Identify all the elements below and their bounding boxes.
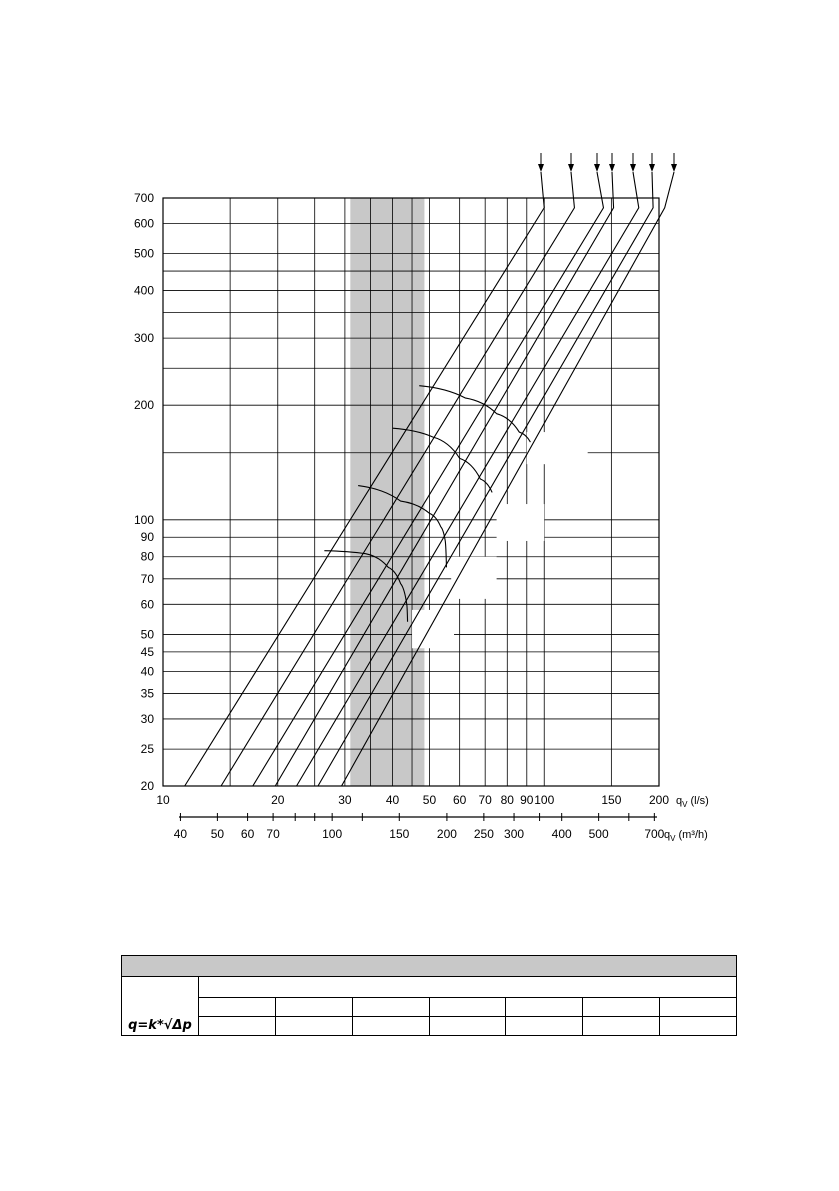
table-cell — [660, 1017, 737, 1036]
x2-tick-label: 50 — [210, 827, 225, 841]
table-cell — [429, 998, 506, 1017]
x-tick-label: 100 — [534, 793, 555, 807]
arrow-layer — [538, 153, 677, 172]
white-patch-layer — [412, 432, 588, 648]
table-cell — [583, 1017, 660, 1036]
series-arrow-head — [649, 164, 655, 172]
series-arrow-head — [671, 164, 677, 172]
table-cell — [506, 1017, 583, 1036]
x-tick-label: 90 — [520, 793, 534, 807]
y-tick-label: 30 — [140, 711, 154, 726]
series-line — [297, 172, 639, 786]
table-cell — [275, 998, 352, 1017]
y-tick-label: 45 — [140, 644, 154, 659]
x2-tick-label: 700 — [644, 827, 665, 841]
y-tick-label: 700 — [133, 191, 154, 205]
x-unit-label: $q_V$ (l/s) — [676, 795, 709, 809]
x2-tick-label: 200 — [436, 827, 457, 841]
x2-tick-label: 300 — [504, 827, 525, 841]
series-line — [275, 172, 613, 786]
x2-tick-label: 70 — [266, 827, 280, 841]
secondary-axis-layer — [174, 813, 665, 841]
formula-cell — [122, 977, 199, 1036]
table-cell — [352, 998, 429, 1017]
y-tick-label: 20 — [140, 779, 154, 793]
y-tick-label: 500 — [133, 246, 154, 261]
table-cell — [429, 1017, 506, 1036]
x2-tick-label: 500 — [588, 827, 609, 841]
table-row — [122, 998, 737, 1017]
x2-tick-label: 60 — [240, 827, 255, 841]
y-tick-label: 600 — [133, 216, 154, 231]
y-tick-label: 35 — [140, 686, 154, 701]
y-tick-label: 90 — [140, 530, 154, 545]
series-arrow-head — [609, 164, 615, 172]
x-tick-label: 20 — [271, 793, 285, 807]
table-cell — [275, 1017, 352, 1036]
table-cell — [660, 998, 737, 1017]
y-tick-label: 70 — [140, 571, 154, 586]
x-tick-label: 50 — [422, 793, 437, 807]
label-patch — [527, 432, 588, 464]
y-tick-label: 40 — [140, 664, 154, 679]
shaded-region-layer — [350, 198, 424, 786]
x-tick-label: 10 — [156, 793, 170, 807]
x-tick-label: 80 — [500, 793, 514, 807]
x-tick-label: 150 — [601, 793, 622, 807]
x2-tick-label: 40 — [173, 827, 188, 841]
y-tick-label: 100 — [133, 512, 154, 527]
x-tick-label: 70 — [478, 793, 492, 807]
y-tick-label: 80 — [140, 549, 154, 564]
flow-formula: q=k*√Δp — [128, 1018, 192, 1033]
y-tick-label: 25 — [140, 742, 154, 757]
label-patch — [412, 610, 454, 648]
table-cell — [198, 1017, 275, 1036]
x-tick-label: 60 — [452, 793, 467, 807]
label-patch — [497, 504, 545, 541]
table-cell — [198, 998, 275, 1017]
y-tick-label: 50 — [140, 627, 154, 642]
y-tick-label: 200 — [133, 398, 154, 413]
series-line — [253, 172, 604, 786]
series-arrow-head — [594, 164, 600, 172]
series-arrow-head — [538, 164, 544, 172]
x-tick-label: 30 — [338, 793, 352, 807]
table-blank-row — [198, 977, 736, 998]
table-cell — [583, 998, 660, 1017]
y-tick-label: 300 — [133, 331, 154, 346]
series-arrow-head — [568, 164, 574, 172]
x2-tick-label: 150 — [389, 827, 410, 841]
series-arrow-head — [630, 164, 636, 172]
y-tick-label: 400 — [133, 283, 154, 298]
k-factor-table — [121, 955, 737, 1036]
x2-tick-label: 400 — [551, 827, 572, 841]
shaded-region — [350, 198, 424, 786]
y-tick-label: 60 — [140, 597, 154, 612]
table-cell — [352, 1017, 429, 1036]
table-cell — [506, 998, 583, 1017]
x-tick-label: 200 — [648, 793, 670, 807]
x2-unit-label: $q_V$ (m³/h) — [664, 829, 708, 843]
x2-tick-label: 250 — [473, 827, 494, 841]
x-tick-label: 40 — [385, 793, 400, 807]
table-header — [122, 956, 737, 977]
table-row — [122, 1017, 737, 1036]
x2-tick-label: 100 — [322, 827, 343, 841]
